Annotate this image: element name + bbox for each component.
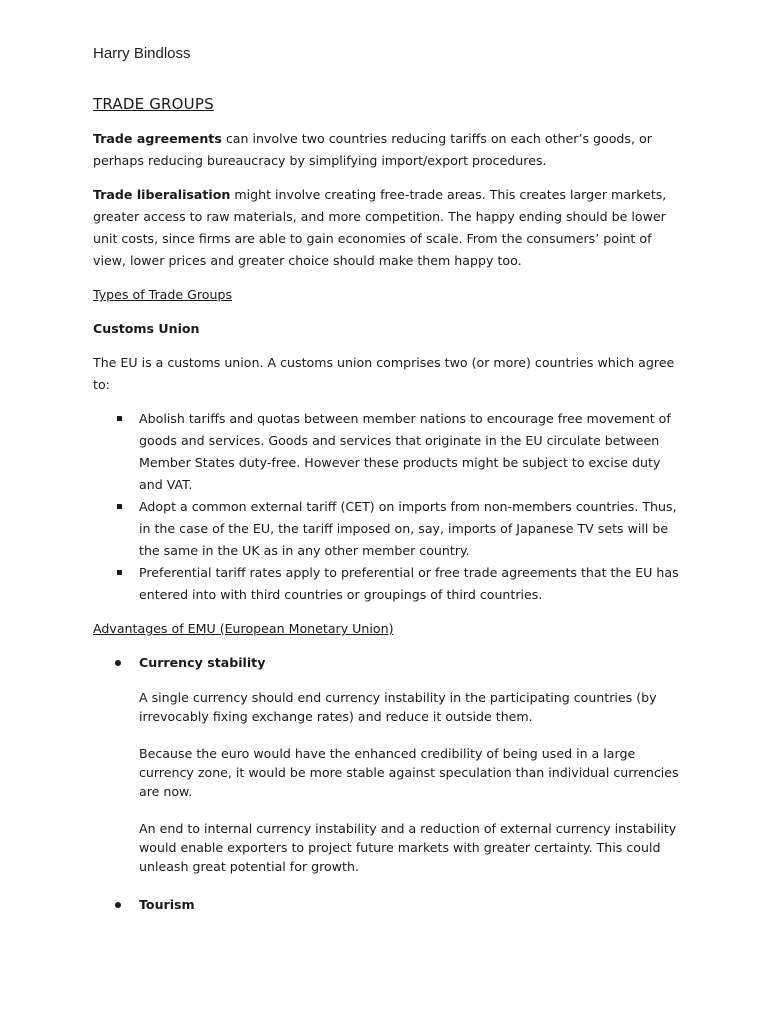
section-heading-types: Types of Trade Groups [93,287,233,302]
list-item-text: Adopt a common external tariff (CET) on imports from non-members countries. Thus, in the case of the EU, the tariff imposed on, say, imports of Japanese TV sets will be the same in the UK as in any other member country. [139,499,677,558]
square-bullet-icon [117,504,122,509]
list-item [93,496,683,562]
round-bullet-icon [115,660,121,666]
square-bullet-icon [117,416,122,421]
paragraph-text: can involve two countries reducing tariffs on each other’s goods, or perhaps reducing bureaucracy by simplifying import/export procedures. [93,131,652,168]
document-body [93,94,683,930]
square-bullet-icon [117,570,122,575]
paragraph-text: might involve creating free-trade areas. This creates larger markets, greater access to raw materials, and more competition. The happy ending should be lower unit costs, since firms are able to gain economies of scale. From the consumers’ point of view, lower prices and greater choice should make them happy too. [93,187,667,268]
currency-paragraph: Because the euro would have the enhanced credibility of being used in a large currency zone, it would be more stable against speculation than individual currencies are now. [139,746,679,799]
list-item [93,408,683,496]
author-name: Harry Bindloss [93,45,191,62]
bullet-heading: Tourism [139,897,195,912]
list-item [93,562,683,606]
paragraph-trade-agreements [93,128,683,172]
customs-intro: The EU is a customs union. A customs union comprises two (or more) countries which agree to: [93,355,675,392]
term-trade-agreements: Trade agreements [93,131,222,146]
page-title: TRADE GROUPS [93,95,214,113]
currency-paragraph: An end to internal currency instability and a reduction of external currency instability would enable exporters to project future markets with greater certainty. This could unleash great potential for growth. [139,821,677,874]
bullet-currency-stability [93,652,683,674]
currency-paragraph: A single currency should end currency instability in the participating countries (by irrevocably fixing exchange rates) and reduce it outside them. [139,690,657,724]
section-heading-customs-union: Customs Union [93,321,200,336]
customs-list [93,408,683,606]
term-trade-liberalisation: Trade liberalisation [93,187,231,202]
list-item-text: Preferential tariff rates apply to preferential or free trade agreements that the EU has entered into with third countries or groupings of third countries. [139,565,679,602]
list-item-text: Abolish tariffs and quotas between member nations to encourage free movement of goods and services. Goods and services that originate in the EU circulate between Member States duty-free. However these products might be subject to excise duty and VAT. [139,411,671,492]
section-heading-emu: Advantages of EMU (European Monetary Union) [93,621,394,636]
round-bullet-icon [115,902,121,908]
paragraph-trade-liberalisation [93,184,683,272]
bullet-heading: Currency stability [139,655,266,670]
bullet-tourism [93,894,683,916]
